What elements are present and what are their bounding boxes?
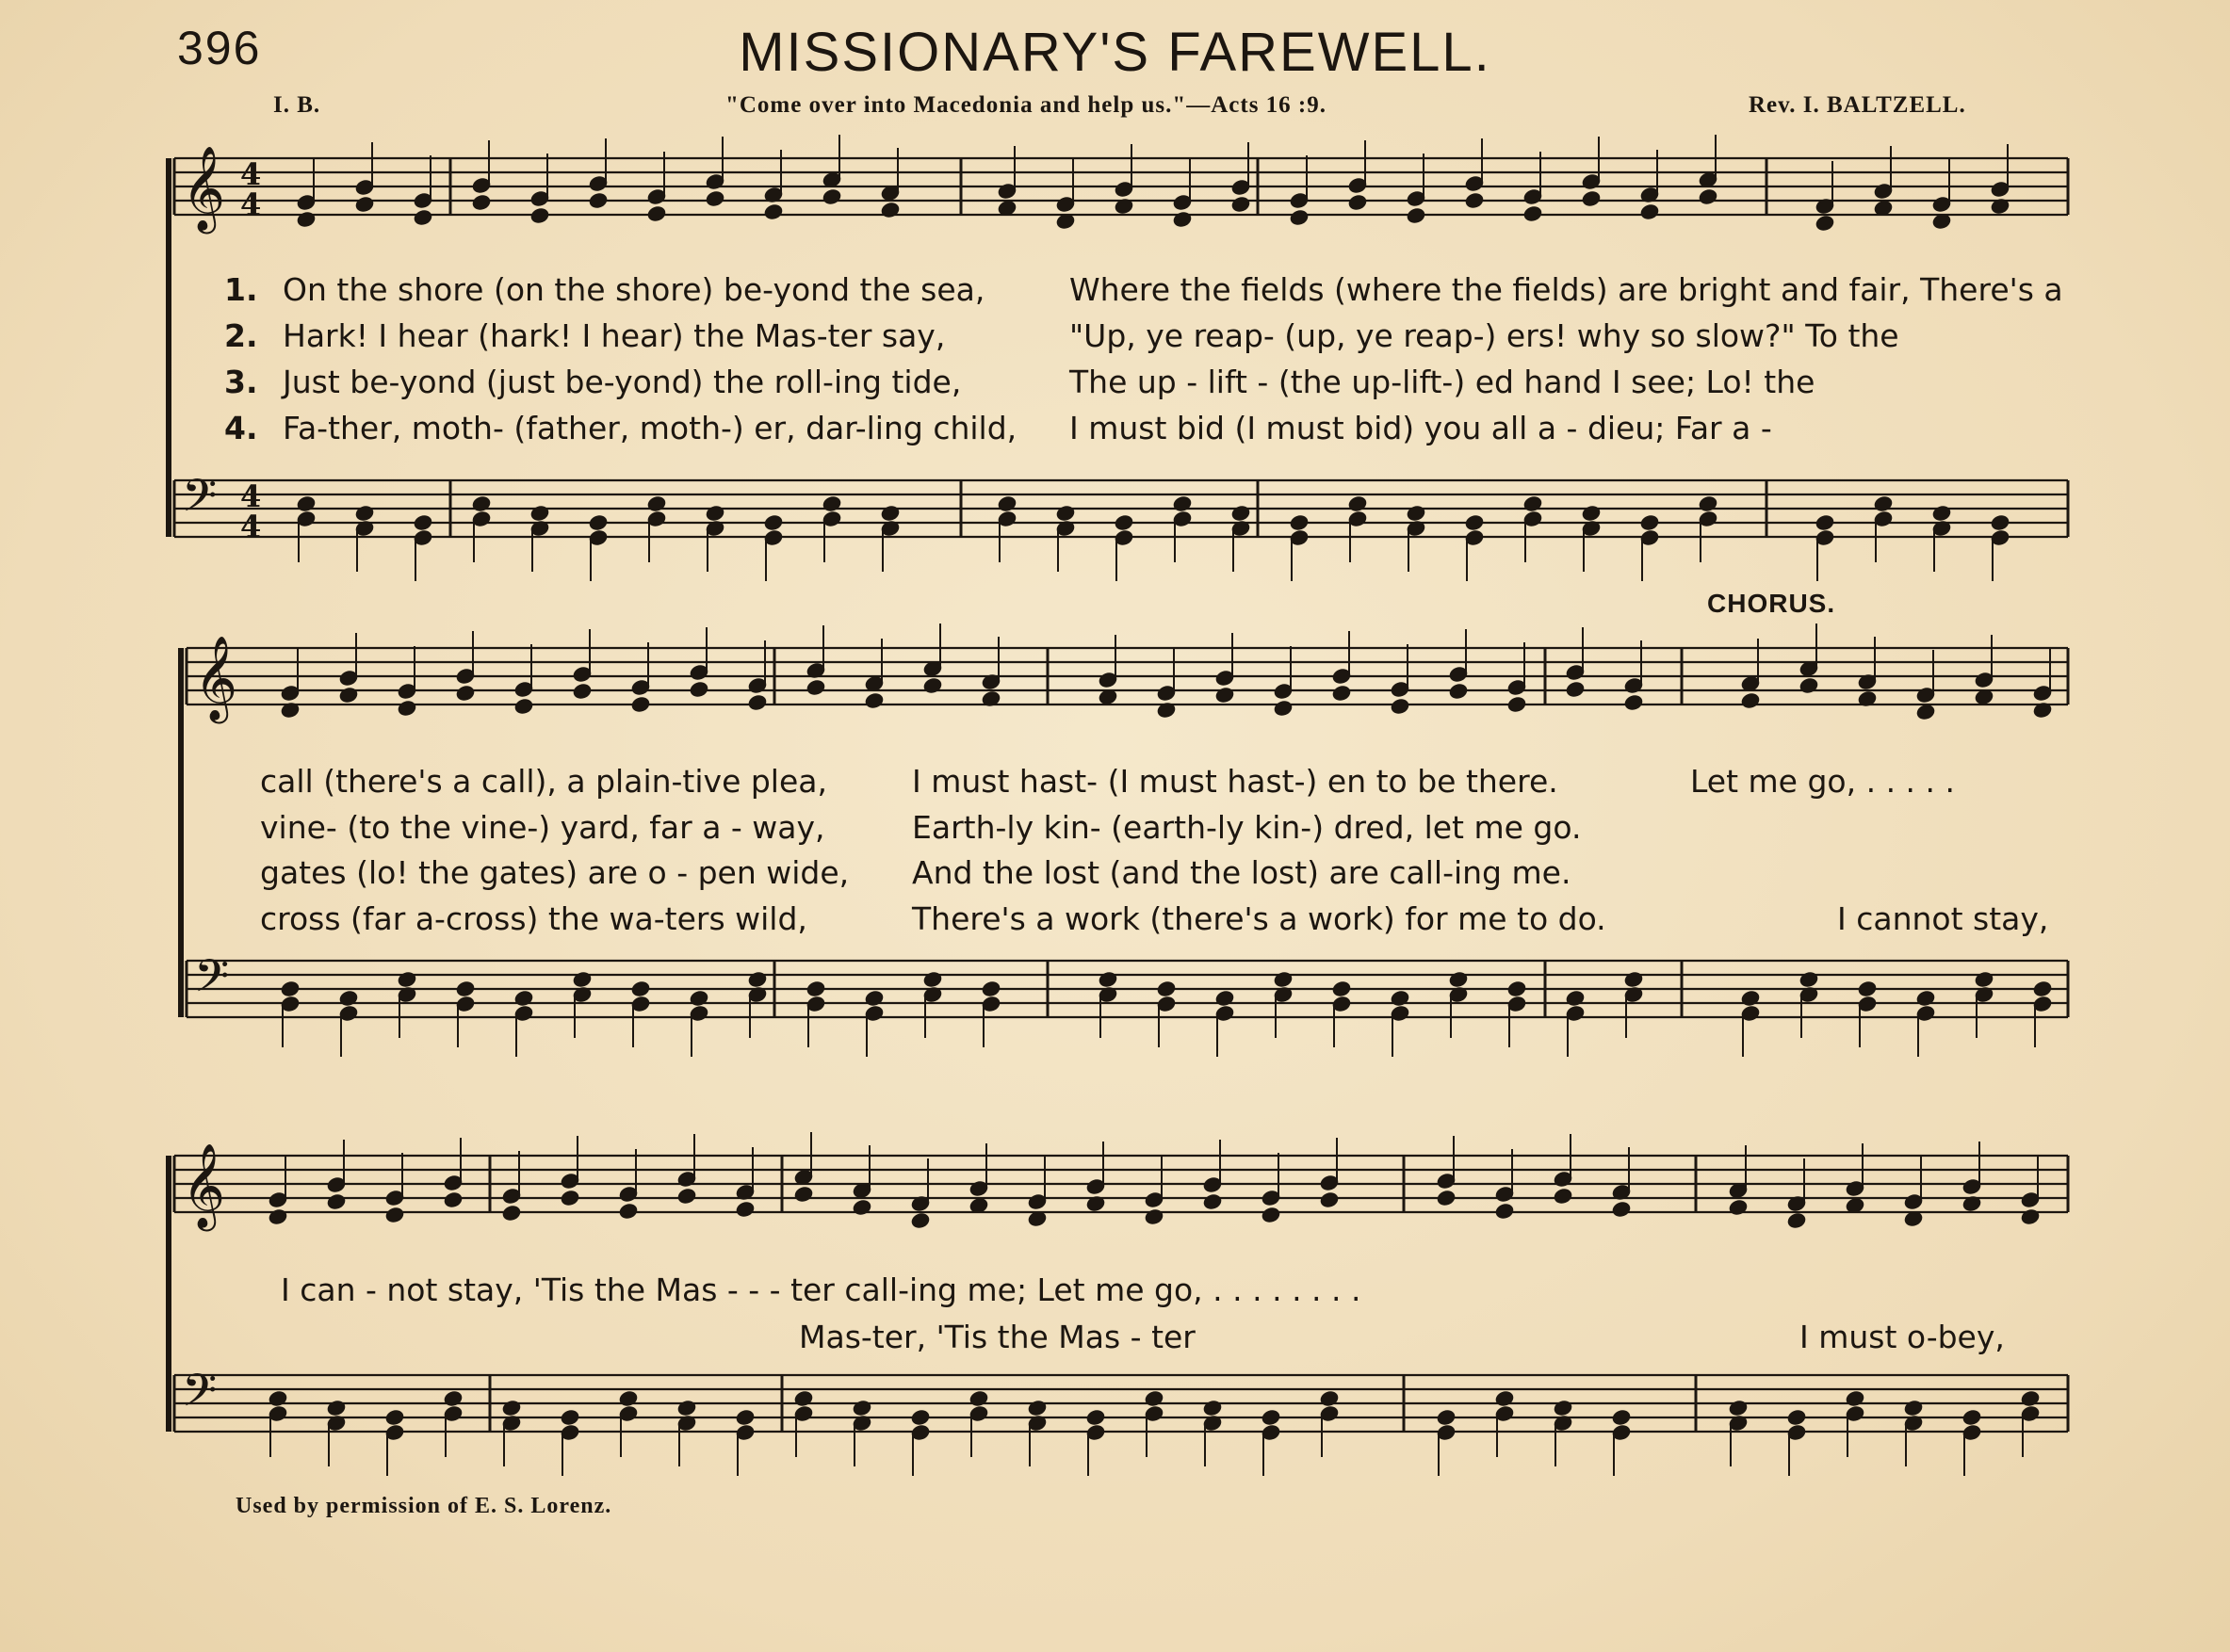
note-head bbox=[354, 504, 375, 522]
hymn-number: 396 bbox=[177, 22, 262, 74]
composer-credit: Rev. I. BALTZELL. bbox=[1749, 92, 1966, 118]
note-head bbox=[997, 494, 1017, 512]
verse-2-line-2-cont: Earth-ly kin- (earth-ly kin-) dred, let me go. bbox=[912, 809, 1582, 846]
note-head bbox=[1623, 970, 1644, 988]
chorus-line-2-tail: I must o-bey, bbox=[1799, 1319, 2005, 1355]
note-head bbox=[1390, 989, 1410, 1007]
note-head bbox=[793, 1389, 814, 1407]
treble-clef-icon: 𝄞 bbox=[182, 146, 226, 231]
bass-clef-icon: 𝄢 bbox=[182, 1364, 218, 1428]
verse-1-line-cont: Where the fields (where the fields) are bright and fair, There's a bbox=[1069, 271, 2063, 308]
treble-clef-icon: 𝄞 bbox=[194, 636, 238, 721]
note-head bbox=[529, 504, 550, 522]
note-head bbox=[1494, 1389, 1515, 1407]
note-head bbox=[1055, 504, 1076, 522]
note-head bbox=[443, 1389, 464, 1407]
note-head bbox=[1815, 513, 1835, 531]
note-head bbox=[1331, 980, 1352, 997]
note-head bbox=[1172, 494, 1193, 512]
note-head bbox=[630, 980, 651, 997]
note-head bbox=[1289, 513, 1310, 531]
note-head bbox=[268, 1389, 288, 1407]
note-head bbox=[1085, 1408, 1106, 1426]
chorus-line-1: I can - not stay, 'Tis the Mas - - - ter call-ing me; Let me go, . . . . . . . . bbox=[281, 1271, 1361, 1308]
note-head bbox=[1114, 513, 1134, 531]
note-head bbox=[572, 970, 593, 988]
note-head bbox=[1873, 494, 1894, 512]
note-head bbox=[910, 1408, 931, 1426]
note-head bbox=[326, 1399, 347, 1417]
verse-2-line-cont: "Up, ye reap- (up, ye reap-) ers! why so slow?" To the bbox=[1069, 317, 1899, 354]
note-head bbox=[1156, 980, 1177, 997]
treble-clef-icon: 𝄞 bbox=[182, 1143, 226, 1228]
note-head bbox=[676, 1399, 697, 1417]
note-head bbox=[1915, 989, 1936, 1007]
note-head bbox=[384, 1408, 405, 1426]
note-head bbox=[618, 1389, 639, 1407]
time-signature-bottom: 4 bbox=[240, 186, 262, 222]
note-head bbox=[1698, 494, 1718, 512]
note-head bbox=[1639, 513, 1660, 531]
time-signature-top: 4 bbox=[240, 478, 262, 514]
verse-1-line-2: call (there's a call), a plain-tive plea, bbox=[260, 763, 827, 800]
time-signature-top: 4 bbox=[240, 156, 262, 192]
note-head bbox=[1230, 504, 1251, 522]
note-head bbox=[413, 513, 433, 531]
verse-2-line: 2. Hark! I hear (hark! I hear) the Mas-ter say, bbox=[224, 317, 946, 354]
note-head bbox=[806, 980, 826, 997]
note-head bbox=[1565, 989, 1586, 1007]
bass-clef-icon: 𝄢 bbox=[194, 949, 230, 1013]
note-head bbox=[1786, 1408, 1807, 1426]
note-head bbox=[1202, 1399, 1223, 1417]
note-head bbox=[1961, 1408, 1982, 1426]
verse-4-line-2-cont: There's a work (there's a work) for me to do. bbox=[912, 900, 1606, 937]
note-head bbox=[471, 494, 492, 512]
time-signature-bottom: 4 bbox=[240, 509, 262, 544]
bass-clef-icon: 𝄢 bbox=[182, 469, 218, 533]
note-head bbox=[1857, 980, 1878, 997]
note-head bbox=[1974, 970, 1994, 988]
hymn-title: MISSIONARY'S FAREWELL. bbox=[739, 22, 1491, 83]
note-head bbox=[1027, 1399, 1048, 1417]
verse-4-line-cont: I must bid (I must bid) you all a - dieu; Far a - bbox=[1069, 410, 1772, 446]
note-head bbox=[1144, 1389, 1164, 1407]
note-head bbox=[1098, 970, 1118, 988]
note-head bbox=[880, 504, 901, 522]
verse-3-line-2-cont: And the lost (and the lost) are call-ing me. bbox=[912, 854, 1571, 891]
note-head bbox=[1931, 504, 1952, 522]
note-head bbox=[1522, 494, 1543, 512]
verse-1-line: 1. On the shore (on the shore) be-yond the sea, bbox=[224, 271, 985, 308]
note-head bbox=[1347, 494, 1368, 512]
note-head bbox=[501, 1399, 522, 1417]
note-head bbox=[1611, 1408, 1632, 1426]
note-head bbox=[513, 989, 534, 1007]
note-head bbox=[646, 494, 667, 512]
note-head bbox=[981, 980, 1001, 997]
note-head bbox=[1990, 513, 2010, 531]
note-head bbox=[1436, 1408, 1457, 1426]
note-head bbox=[1273, 970, 1294, 988]
verse-3-line: 3. Just be-yond (just be-yond) the roll-ing tide, bbox=[224, 364, 962, 400]
scripture-reference: "Come over into Macedonia and help us."—Acts 16 :9. bbox=[725, 92, 1327, 118]
note-head bbox=[1799, 970, 1819, 988]
note-head bbox=[1903, 1399, 1924, 1417]
lyricist-initials: I. B. bbox=[273, 92, 321, 118]
note-head bbox=[296, 494, 317, 512]
verse-4-line: 4. Fa-ther, moth- (father, moth-) er, dar-ling child, bbox=[224, 410, 1017, 446]
permission-credit: Used by permission of E. S. Lorenz. bbox=[236, 1494, 612, 1518]
note-head bbox=[1261, 1408, 1281, 1426]
note-head bbox=[822, 494, 842, 512]
note-head bbox=[2020, 1389, 2041, 1407]
note-head bbox=[455, 980, 476, 997]
verse-3-line-cont: The up - lift - (the up-lift-) ed hand I see; Lo! the bbox=[1069, 364, 1815, 400]
note-head bbox=[763, 513, 784, 531]
note-head bbox=[1740, 989, 1761, 1007]
note-head bbox=[1581, 504, 1602, 522]
note-head bbox=[922, 970, 943, 988]
verse-4-line-2: cross (far a-cross) the wa-ters wild, bbox=[260, 900, 807, 937]
note-head bbox=[1214, 989, 1235, 1007]
note-head bbox=[1728, 1399, 1749, 1417]
note-head bbox=[852, 1399, 872, 1417]
note-head bbox=[1448, 970, 1469, 988]
note-head bbox=[397, 970, 417, 988]
chorus-soprano-lyric: Let me go, . . . . . bbox=[1690, 763, 1955, 800]
note-head bbox=[864, 989, 885, 1007]
note-head bbox=[2032, 980, 2053, 997]
note-head bbox=[705, 504, 725, 522]
note-head bbox=[969, 1389, 989, 1407]
note-head bbox=[1553, 1399, 1573, 1417]
note-head bbox=[747, 970, 768, 988]
note-head bbox=[1406, 504, 1426, 522]
note-head bbox=[689, 989, 709, 1007]
note-head bbox=[1845, 1389, 1865, 1407]
note-head bbox=[735, 1408, 756, 1426]
chorus-label: CHORUS. bbox=[1707, 589, 1836, 618]
note-head bbox=[1506, 980, 1527, 997]
note-head bbox=[588, 513, 609, 531]
note-head bbox=[280, 980, 301, 997]
note-head bbox=[560, 1408, 580, 1426]
chorus-bass-lyric: I cannot stay, bbox=[1837, 900, 2049, 937]
verse-1-line-2-cont: I must hast- (I must hast-) en to be there. bbox=[912, 763, 1558, 800]
note-head bbox=[338, 989, 359, 1007]
verse-3-line-2: gates (lo! the gates) are o - pen wide, bbox=[260, 854, 850, 891]
verse-2-line-2: vine- (to the vine-) yard, far a - way, bbox=[260, 809, 825, 846]
chorus-line-2: Mas-ter, 'Tis the Mas - ter bbox=[799, 1319, 1196, 1355]
note-head bbox=[1464, 513, 1485, 531]
note-head bbox=[1319, 1389, 1340, 1407]
